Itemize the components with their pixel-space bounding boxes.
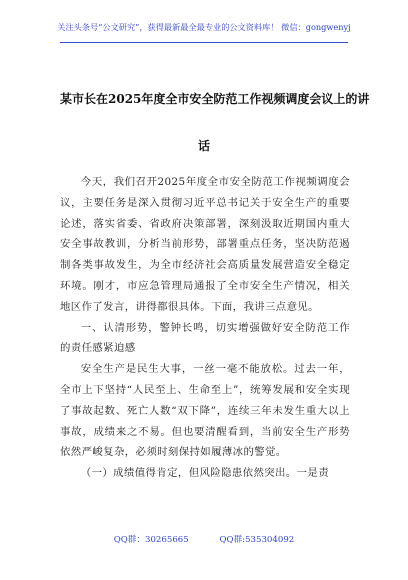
paragraph-situation: 安全生产是民生大事，一丝一毫不能放松。过去一年，全市上下坚持“人民至上、生命至上”，统筹发展和安全实现了事故起数、死亡人数“双下降”，连续三年未发生重大以上事故，成绩来之不易。但也要清醒看到，当前安全生产形势依然严峻复杂，必须时刻保持如履薄冰的警觉。 bbox=[60, 363, 350, 459]
subsection-heading: （一）成绩值得肯定，但风险隐患依然突出。一是责 bbox=[80, 467, 329, 480]
footer-qq-group-2: QQ群:535304092 bbox=[219, 535, 295, 545]
footer bbox=[0, 533, 408, 545]
header-banner: 关注头条号“公文研究”，获得最新最全最专业的公文资料库！ 微信：gongwenyj bbox=[57, 22, 351, 32]
header-divider bbox=[60, 42, 348, 43]
document-title: 某市长在2025年度全市安全防范工作视频调度会议上的讲 bbox=[60, 92, 370, 106]
document-body bbox=[60, 172, 350, 484]
footer-qq-group-1: QQ群：30265665 bbox=[113, 535, 189, 545]
document-title-continued: 话 bbox=[197, 139, 210, 153]
section-heading: 一、认清形势，警钟长鸣，切实增强做好安全防范工作的责任感紧迫感 bbox=[60, 321, 350, 355]
paragraph-intro: 今天，我们召开2025年度全市安全防范工作视频调度会议，主要任务是深入贯彻习近平总书记关于安全生产的重要论述，落实省委、省政府决策部署，深刻汲取近期国内重大安全事故教训，分析当前形势，部署重点任务，坚决防范遏制各类事故发生，为全市经济社会高质量发展营造安全稳定环境。刚才，市应急管理局通报了全市安全生产情况，相关地区作了发言，讲得都很具体。下面，我讲三点意见。 bbox=[60, 176, 350, 313]
